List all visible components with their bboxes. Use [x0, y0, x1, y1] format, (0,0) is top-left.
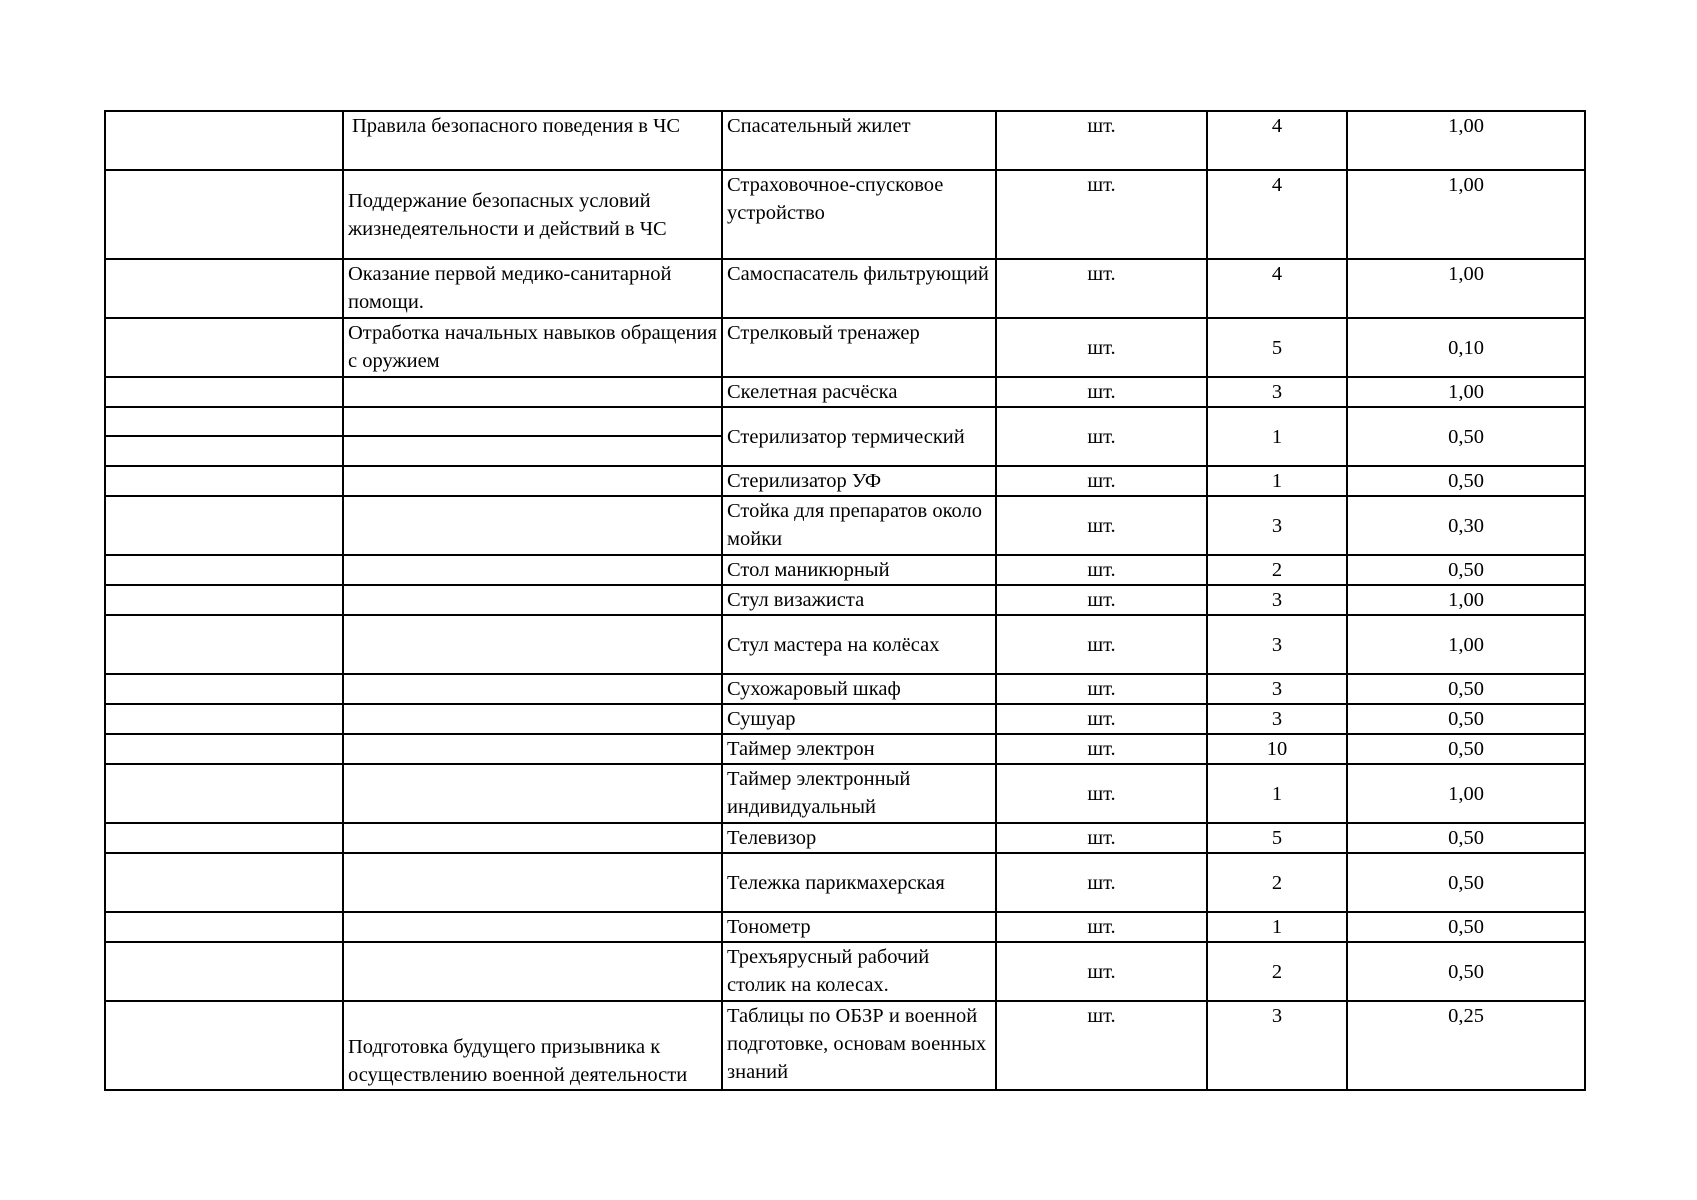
topic-cell: Оказание первой медико-санитарной помощи. — [343, 259, 722, 318]
unit-cell: шт. — [996, 496, 1207, 555]
item-cell: Трехъярусный рабочий столик на колесах. — [722, 942, 996, 1001]
table-row — [105, 170, 1585, 259]
unit-cell: шт. — [996, 555, 1207, 585]
coef-cell: 0,10 — [1347, 318, 1585, 377]
table-row — [105, 942, 1585, 1001]
table-row — [105, 615, 1585, 674]
table-row — [105, 496, 1585, 555]
blank-cell — [105, 764, 343, 823]
table-row — [105, 466, 1585, 496]
coef-cell: 0,50 — [1347, 942, 1585, 1001]
coef-cell: 1,00 — [1347, 111, 1585, 170]
table-row — [105, 853, 1585, 912]
coef-cell: 0,50 — [1347, 674, 1585, 704]
unit-cell: шт. — [996, 912, 1207, 942]
coef-cell: 0,50 — [1347, 823, 1585, 853]
unit-cell: шт. — [996, 823, 1207, 853]
coef-cell: 1,00 — [1347, 585, 1585, 615]
item-cell: Тонометр — [722, 912, 996, 942]
qty-cell: 4 — [1207, 170, 1347, 259]
coef-cell: 0,25 — [1347, 1001, 1585, 1090]
unit-cell: шт. — [996, 407, 1207, 466]
blank-cell — [105, 823, 343, 853]
blank-cell — [105, 318, 343, 377]
qty-cell: 1 — [1207, 407, 1347, 466]
blank-cell — [105, 1001, 343, 1090]
topic-cell — [343, 615, 722, 674]
blank-cell — [105, 407, 343, 436]
unit-cell: шт. — [996, 259, 1207, 318]
qty-cell: 3 — [1207, 674, 1347, 704]
unit-cell: шт. — [996, 853, 1207, 912]
table-row — [105, 1001, 1585, 1090]
qty-cell: 2 — [1207, 853, 1347, 912]
qty-cell: 2 — [1207, 555, 1347, 585]
coef-cell: 1,00 — [1347, 377, 1585, 407]
item-cell: Скелетная расчёска — [722, 377, 996, 407]
item-cell: Стерилизатор УФ — [722, 466, 996, 496]
topic-cell — [343, 407, 722, 436]
item-cell: Стерилизатор термический — [722, 407, 996, 466]
qty-cell: 4 — [1207, 259, 1347, 318]
unit-cell: шт. — [996, 942, 1207, 1001]
qty-cell: 3 — [1207, 1001, 1347, 1090]
coef-cell: 0,30 — [1347, 496, 1585, 555]
blank-cell — [105, 259, 343, 318]
unit-cell: шт. — [996, 318, 1207, 377]
unit-cell: шт. — [996, 170, 1207, 259]
coef-cell: 0,50 — [1347, 466, 1585, 496]
table-row — [105, 734, 1585, 764]
table-row — [105, 823, 1585, 853]
item-cell: Стол маникюрный — [722, 555, 996, 585]
item-cell: Телевизор — [722, 823, 996, 853]
qty-cell: 3 — [1207, 585, 1347, 615]
item-cell: Спасательный жилет — [722, 111, 996, 170]
unit-cell: шт. — [996, 377, 1207, 407]
blank-cell — [105, 377, 343, 407]
qty-cell: 4 — [1207, 111, 1347, 170]
topic-cell: Отработка начальных навыков обращения с оружием — [343, 318, 722, 377]
table-row — [105, 674, 1585, 704]
blank-cell — [105, 496, 343, 555]
unit-cell: шт. — [996, 466, 1207, 496]
blank-cell — [105, 615, 343, 674]
equipment-table — [104, 110, 1586, 1091]
table-row — [105, 111, 1585, 170]
item-cell: Страховочное-спусковое устройство — [722, 170, 996, 259]
blank-cell — [105, 585, 343, 615]
item-cell: Сушуар — [722, 704, 996, 734]
topic-cell — [343, 555, 722, 585]
item-cell: Стрелковый тренажер — [722, 318, 996, 377]
topic-cell — [343, 585, 722, 615]
item-cell: Стойка для препаратов около мойки — [722, 496, 996, 555]
blank-cell — [105, 942, 343, 1001]
topic-cell — [343, 823, 722, 853]
blank-cell — [105, 555, 343, 585]
topic-cell — [343, 436, 722, 466]
topic-cell — [343, 734, 722, 764]
table-row — [105, 318, 1585, 377]
unit-cell: шт. — [996, 1001, 1207, 1090]
table-row — [105, 585, 1585, 615]
topic-cell — [343, 704, 722, 734]
topic-cell — [343, 764, 722, 823]
qty-cell: 5 — [1207, 318, 1347, 377]
coef-cell: 0,50 — [1347, 853, 1585, 912]
coef-cell: 0,50 — [1347, 912, 1585, 942]
table-row — [105, 912, 1585, 942]
table-row — [105, 555, 1585, 585]
item-cell: Сухожаровый шкаф — [722, 674, 996, 704]
qty-cell: 3 — [1207, 496, 1347, 555]
topic-cell: Правила безопасного поведения в ЧС — [343, 111, 722, 170]
qty-cell: 1 — [1207, 466, 1347, 496]
blank-cell — [105, 853, 343, 912]
blank-cell — [105, 111, 343, 170]
item-cell: Таймер электронный индивидуальный — [722, 764, 996, 823]
qty-cell: 2 — [1207, 942, 1347, 1001]
unit-cell: шт. — [996, 704, 1207, 734]
qty-cell: 1 — [1207, 764, 1347, 823]
table-row — [105, 764, 1585, 823]
coef-cell: 1,00 — [1347, 764, 1585, 823]
qty-cell: 5 — [1207, 823, 1347, 853]
table-row — [105, 407, 1585, 436]
blank-cell — [105, 734, 343, 764]
blank-cell — [105, 466, 343, 496]
unit-cell: шт. — [996, 764, 1207, 823]
table-row — [105, 377, 1585, 407]
unit-cell: шт. — [996, 585, 1207, 615]
coef-cell: 0,50 — [1347, 704, 1585, 734]
unit-cell: шт. — [996, 674, 1207, 704]
coef-cell: 0,50 — [1347, 407, 1585, 466]
coef-cell: 1,00 — [1347, 259, 1585, 318]
topic-cell — [343, 496, 722, 555]
qty-cell: 1 — [1207, 912, 1347, 942]
coef-cell: 0,50 — [1347, 734, 1585, 764]
item-cell: Таймер электрон — [722, 734, 996, 764]
topic-cell — [343, 853, 722, 912]
topic-cell — [343, 942, 722, 1001]
qty-cell: 3 — [1207, 377, 1347, 407]
coef-cell: 1,00 — [1347, 170, 1585, 259]
topic-cell — [343, 377, 722, 407]
item-cell: Тележка парикмахерская — [722, 853, 996, 912]
unit-cell: шт. — [996, 111, 1207, 170]
topic-cell: Поддержание безопасных условий жизнедеятельности и действий в ЧС — [343, 170, 722, 259]
item-cell: Самоспасатель фильтрующий — [722, 259, 996, 318]
qty-cell: 10 — [1207, 734, 1347, 764]
topic-cell — [343, 466, 722, 496]
topic-cell — [343, 674, 722, 704]
qty-cell: 3 — [1207, 704, 1347, 734]
unit-cell: шт. — [996, 734, 1207, 764]
item-cell: Стул мастера на колёсах — [722, 615, 996, 674]
topic-cell: Подготовка будущего призывника к осуществлению военной деятельности — [343, 1001, 722, 1090]
coef-cell: 0,50 — [1347, 555, 1585, 585]
blank-cell — [105, 912, 343, 942]
blank-cell — [105, 704, 343, 734]
item-cell: Стул визажиста — [722, 585, 996, 615]
blank-cell — [105, 170, 343, 259]
unit-cell: шт. — [996, 615, 1207, 674]
item-cell: Таблицы по ОБЗР и военной подготовке, основам военных знаний — [722, 1001, 996, 1090]
coef-cell: 1,00 — [1347, 615, 1585, 674]
blank-cell — [105, 436, 343, 466]
table-row — [105, 259, 1585, 318]
topic-cell — [343, 912, 722, 942]
table-row — [105, 704, 1585, 734]
qty-cell: 3 — [1207, 615, 1347, 674]
blank-cell — [105, 674, 343, 704]
